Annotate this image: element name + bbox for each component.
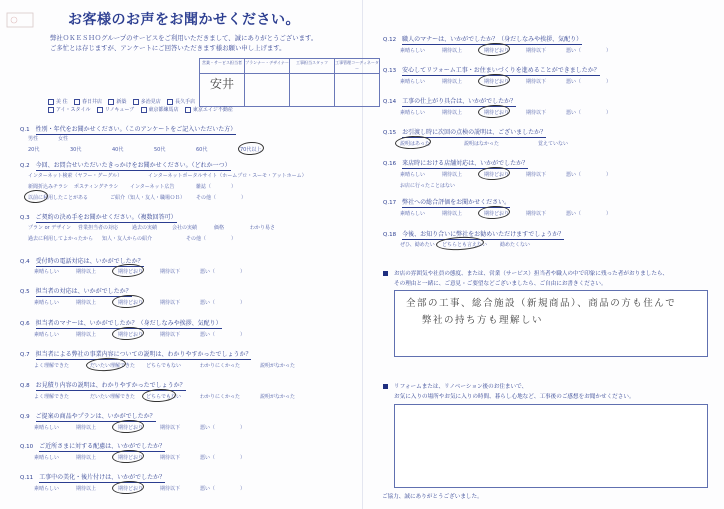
question-q1: Q.1 性別・年代をお聞かせください。（このアンケートをご記入いただいた方）	[20, 126, 237, 133]
square-bullet-icon	[383, 384, 388, 389]
free-question-1-line-2: その理由と一緒に、ご意見・ご要望などございましたら、ご自由にお書きください。	[394, 281, 607, 287]
checkbox-icon	[97, 107, 103, 113]
stamp-header: 工事担当スタッフ	[290, 59, 335, 74]
checkbox-icon	[185, 107, 191, 113]
stamp-logo-icon	[6, 10, 36, 30]
checkbox-icon	[133, 99, 139, 105]
brand-label: リノキューブ	[104, 107, 135, 113]
question-q15: Q.15 お引渡し時に次回の点検の説明は、ございましたか？	[383, 129, 547, 136]
brand-label: 長久手店	[175, 99, 196, 105]
question-q3: Q.3 ご契約の決め手をお聞かせください。（複数回答可）	[20, 214, 177, 221]
question-q4: Q.4 受付時の電話対応は、いかがでしたか？	[20, 258, 144, 265]
survey-page: お客様のお声をお聞かせください。 弊社ＯＫＥＳＨＯグループのサービスをご利用いただきまして、誠にありがとうございます。 ご多忙とは存じますが、アンケートにご回答いただきます様お願い申し上げます。 営業・サービス担当者 プランナー・デザイナー 工事担当スタッフ 工事管理コーディネーター 安井 美 住 春日井店 新築 多治見店 長久手店 アイ・スタイル リノキューブ 東京都練馬店 東京エイジ不動産 Q.1 性別・年代をお聞かせください。（このアンケートをご記入いただいた方） 男性 女性 20代 30代 40代 50代 60代 70代以上 Q.2 今回、お問合せいただいたきっかけをお聞かせください。（どれか一つ） インターネット検索（ヤフー・グーグル） インターネットポータルサイト（ホームプロ・スーモ・アットホーム） 新聞折込みチラシ ポスティングチラシ インターネット広告 雑誌（ ） 以前に利用したことがある ご紹介（知人・友人・職場ＯＢ） その他（ ） Q.3 ご契約の決め手をお聞かせください。（複数回答可） プラン or デザイン 営業担当者の対応 過去の実績 会社の実績 価格 わかり易さ 過去に利用してよかったから 知人・友人からの紹介 その他（ ） Q.4 受付時の電話対応は、いかがでしたか？ 素晴らしい 期待以上 期待どおり 期待以下 悪い（ ） Q.5 担当者の対応は、いかがでしたか？ 素晴らしい 期待以上 期待どおり 期待以下 悪い（ ） Q.6 担当者のマナーは、いかがでしたか？（身だしなみや挨拶、気配り） 素晴らしい 期待以上 期待どおり 期待以下 悪い（ ） Q.7 担当者による弊社の事業内容についての説明は、わかりやすかったでしょうか？ よく理解できた だいたい理解できた どちらでもない わかりにくかった 説明がなかった Q.8 お見積り内容の説明は、わかりやすかったでしょうか？ よく理解できた だいたい理解できた どちらでもない わかりにくかった 説明がなかった Q.9 ご提案の商品やプランは、いかがでしたか？ 素晴らしい 期待以上 期待どおり 期待以下 悪い（ ） Q.10 ご近所さまに対する配慮は、いかがでしたか？ 素晴らしい 期待以上 期待どおり 期待以下 悪い（ ） Q.11 工事中の美化・後片付けは、いかがでしたか？ 素晴らしい 期待以上 期待どおり 期待以下 悪い（ ） Q.12 職人のマナーは、いかがでしたか？（身だしなみや挨拶、気配り） 素晴らしい 期待以上 期待どおり 期待以下 悪い（ ） Q.13 安心してリフォーム工事・お住まいづくりを進めることができましたか？ 素晴らしい 期待以上 期待どおり 期待以下 悪い（ ） Q.14 工事の仕上がり具合は、いかがでしたか？ 素晴らしい 期待以上 期待どおり 期待以下 悪い（ ） Q.15 お引渡し時に次回の点検の説明は、ございましたか？ 説明はあった 説明はなかった 覚えていない Q.16 来店時における店舗対応は、いかがでしたか？ 素晴らしい 期待以上 期待どおり 期待以下 悪い（ ） お店に行ったことはない Q.17 弊社への総合評価をお聞かせください。 素晴らしい 期待以上 期待どおり 期待以下 悪い（ ） Q.18 今後、お知り合いに弊社をお勧めいただけますでしょうか？ ぜひ、勧めたい どちらとも言えない 勧めたくない お店の雰囲気や社員の態度、または、営業（サービス）担当者や職人の中で印象に残った者がおりましたら、 その理由と一緒に、ご意見・ご要望などございましたら、ご自由にお書きください。 全部の工事、総合施設（新規商品）、商品の方も住んで 弊社の持ち方も理解しい リフォームまたは、リノベーション後のお住まいで、 お気に入りの場所やお気に入りの時間、暮らし心地など、工事後のご感想をお聞かせください。 ご協力、誠にありがとうございました。	[0, 0, 724, 509]
question-q6: Q.6 担当者のマナーは、いかがでしたか？（身だしなみや挨拶、気配り）	[20, 320, 222, 327]
brand-label: 新築	[116, 99, 127, 105]
question-q2: Q.2 今回、お問合せいただいたきっかけをお聞かせください。（どれか一つ）	[20, 162, 231, 169]
question-q18: Q.18 今後、お知り合いに弊社をお勧めいただけますでしょうか？	[383, 231, 565, 238]
intro-line-2: ご多忙とは存じますが、アンケートにご回答いただきます様お願い申し上げます。	[50, 44, 286, 52]
brand-label: 東京エイジ不動産	[192, 107, 233, 113]
brand-label: 多治見店	[140, 99, 161, 105]
stamp-cell	[290, 74, 335, 107]
question-q12: Q.12 職人のマナーは、いかがでしたか？（身だしなみや挨拶、気配り）	[383, 36, 583, 43]
free-question-1-line-1: お店の雰囲気や社員の態度、または、営業（サービス）担当者や職人の中で印象に残った者がおりましたら、	[394, 271, 669, 277]
question-q17: Q.17 弊社への総合評価をお聞かせください。	[383, 199, 511, 206]
question-q7: Q.7 担当者による弊社の事業内容についての説明は、わかりやすかったでしょうか？	[20, 351, 252, 358]
brand-label: 春日井店	[81, 99, 102, 105]
question-q14: Q.14 工事の仕上がり具合は、いかがでしたか？	[383, 98, 517, 105]
stamp-cell	[245, 74, 290, 107]
question-q16: Q.16 来店時における店舗対応は、いかがでしたか？	[383, 160, 529, 167]
square-bullet-icon	[383, 271, 388, 276]
closing-message: ご協力、誠にありがとうございました。	[382, 494, 483, 500]
brand-label: アイ・スタイル	[56, 107, 91, 113]
brand-label: 東京都練馬店	[148, 107, 179, 113]
checkbox-icon	[48, 99, 54, 105]
stamp-header: プランナー・デザイナー	[245, 59, 290, 74]
question-q9: Q.9 ご提案の商品やプランは、いかがでしたか？	[20, 413, 156, 420]
stamp-header: 工事管理コーディネーター	[335, 59, 380, 74]
stamp-cell	[335, 74, 380, 107]
free-answer-box-2	[394, 404, 708, 488]
handwritten-answer-line-1: 全部の工事、総合施設（新規商品）、商品の方も住んで	[406, 298, 677, 309]
question-q10: Q.10 ご近所さまに対する配慮は、いかがでしたか？	[20, 443, 166, 450]
stamp-header: 営業・サービス担当者	[200, 59, 245, 74]
brand-checklist-row-1	[48, 98, 195, 105]
intro-line-1: 弊社ＯＫＥＳＨＯグループのサービスをご利用いただきまして、誠にありがとうございます。	[50, 34, 318, 42]
staff-stamp-table	[199, 58, 380, 107]
checkbox-icon	[108, 99, 114, 105]
brand-label: 美 住	[56, 99, 68, 105]
handwritten-signature: 安井	[209, 77, 234, 91]
question-q8: Q.8 お見積り内容の説明は、わかりやすかったでしょうか？	[20, 382, 186, 389]
brand-checklist-row-2	[48, 106, 233, 113]
question-q11: Q.11 工事中の美化・後片付けは、いかがでしたか？	[20, 474, 166, 481]
question-q5: Q.5 担当者の対応は、いかがでしたか？	[20, 288, 132, 295]
page-title: お客様のお声をお聞かせください。	[68, 12, 300, 28]
checkbox-icon	[141, 107, 147, 113]
checkbox-icon	[74, 99, 80, 105]
checkbox-icon	[48, 107, 54, 113]
free-question-2-line-1: リフォームまたは、リノベーション後のお住まいで、	[394, 384, 528, 390]
free-question-2-line-2: お気に入りの場所やお気に入りの時間、暮らし心地など、工事後のご感想をお聞かせください。	[394, 394, 635, 400]
handwritten-answer-line-2: 弊社の持ち方も理解しい	[422, 315, 544, 326]
checkbox-icon	[167, 99, 173, 105]
question-q13: Q.13 安心してリフォーム工事・お住まいづくりを進めることができましたか？	[383, 67, 600, 74]
stamp-cell-signature	[200, 74, 245, 107]
